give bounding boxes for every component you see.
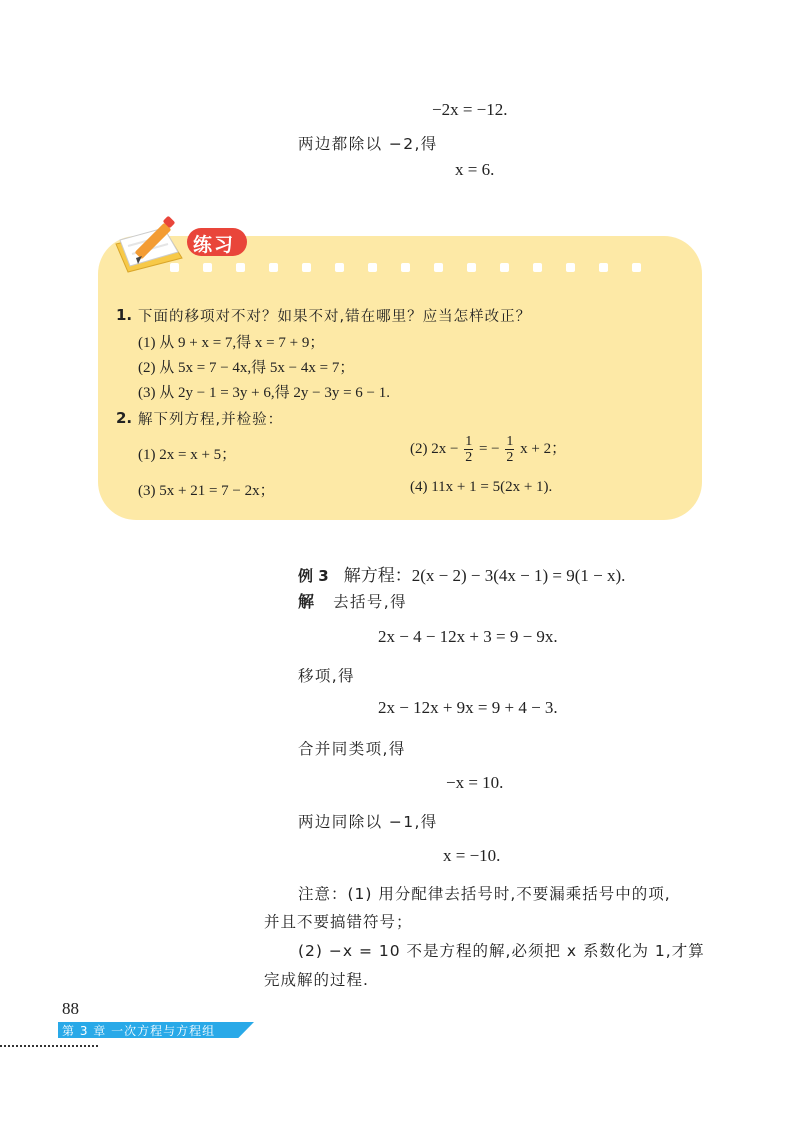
chapter-title: 第 3 章 一次方程与方程组 (62, 1024, 216, 1038)
example-3-label: 例 3 (298, 567, 329, 585)
equation-step-1: 2x − 4 − 12x + 3 = 9 − 9x. (378, 627, 558, 646)
example-3-problem: 解方程：2(x − 2) − 3(4x − 1) = 9(1 − x). (343, 566, 626, 585)
solution-step-3: 合并同类项,得 (298, 740, 406, 758)
solution-step-1: 解 去括号,得 (298, 592, 408, 611)
question-2-item-3: (3) 5x + 21 = 7 − 2x； (138, 483, 275, 499)
equation-step-4: x = −10. (443, 846, 501, 865)
footer-dotted-line (0, 1045, 98, 1047)
practice-box (98, 236, 702, 520)
practice-title: 练习 (193, 234, 236, 256)
note-1-line-1: 注意：(1) 用分配律去括号时,不要漏乘括号中的项, (298, 885, 671, 903)
step-text-divide: 两边都除以 −2,得 (298, 135, 438, 153)
solution-label: 解 (298, 592, 315, 611)
pencil-notebook-icon (108, 214, 198, 276)
practice-dots-divider (170, 263, 670, 275)
question-2-item-1: (1) 2x = x + 5； (138, 447, 237, 463)
question-1-item-3: (3) 从 2y − 1 = 3y + 6,得 2y − 3y = 6 − 1. (138, 385, 390, 401)
fraction-one-half: $\frac{1}{2}$ (506, 434, 514, 465)
question-1-item-2: (2) 从 5x = 7 − 4x,得 5x − 4x = 7； (138, 360, 355, 376)
fraction-one-half: $\frac{1}{2}$ (465, 434, 473, 465)
question-1-text: 下面的移项对不对？如果不对,错在哪里？应当怎样改正？ (138, 309, 532, 325)
question-1-number: 1. (116, 306, 133, 324)
note-2-line-2: 完成解的过程. (264, 971, 369, 989)
equation-top-2: x = 6. (455, 160, 495, 179)
page-number: 88 (62, 999, 79, 1018)
question-2-text: 解下列方程,并检验： (138, 412, 284, 428)
question-2-item-2: (2) 2x − $\frac{1}{2}$ = − $\frac{1}{2}$ x + 2； (410, 434, 567, 465)
solution-step-4: 两边同除以 −1,得 (298, 813, 438, 831)
equation-top-1: −2x = −12. (432, 100, 508, 119)
question-1-item-1: (1) 从 9 + x = 7,得 x = 7 + 9； (138, 335, 325, 351)
example-3-heading (298, 561, 625, 586)
equation-step-2: 2x − 12x + 9x = 9 + 4 − 3. (378, 698, 558, 717)
question-2-item-4: (4) 11x + 1 = 5(2x + 1). (410, 479, 553, 495)
note-2-line-1: (2) −x = 10 不是方程的解,必须把 x 系数化为 1,才算 (298, 942, 705, 960)
equation-step-3: −x = 10. (446, 773, 504, 792)
note-1-line-2: 并且不要搞错符号； (264, 913, 413, 931)
solution-step-2: 移项,得 (298, 667, 356, 685)
question-2-number: 2. (116, 409, 133, 427)
